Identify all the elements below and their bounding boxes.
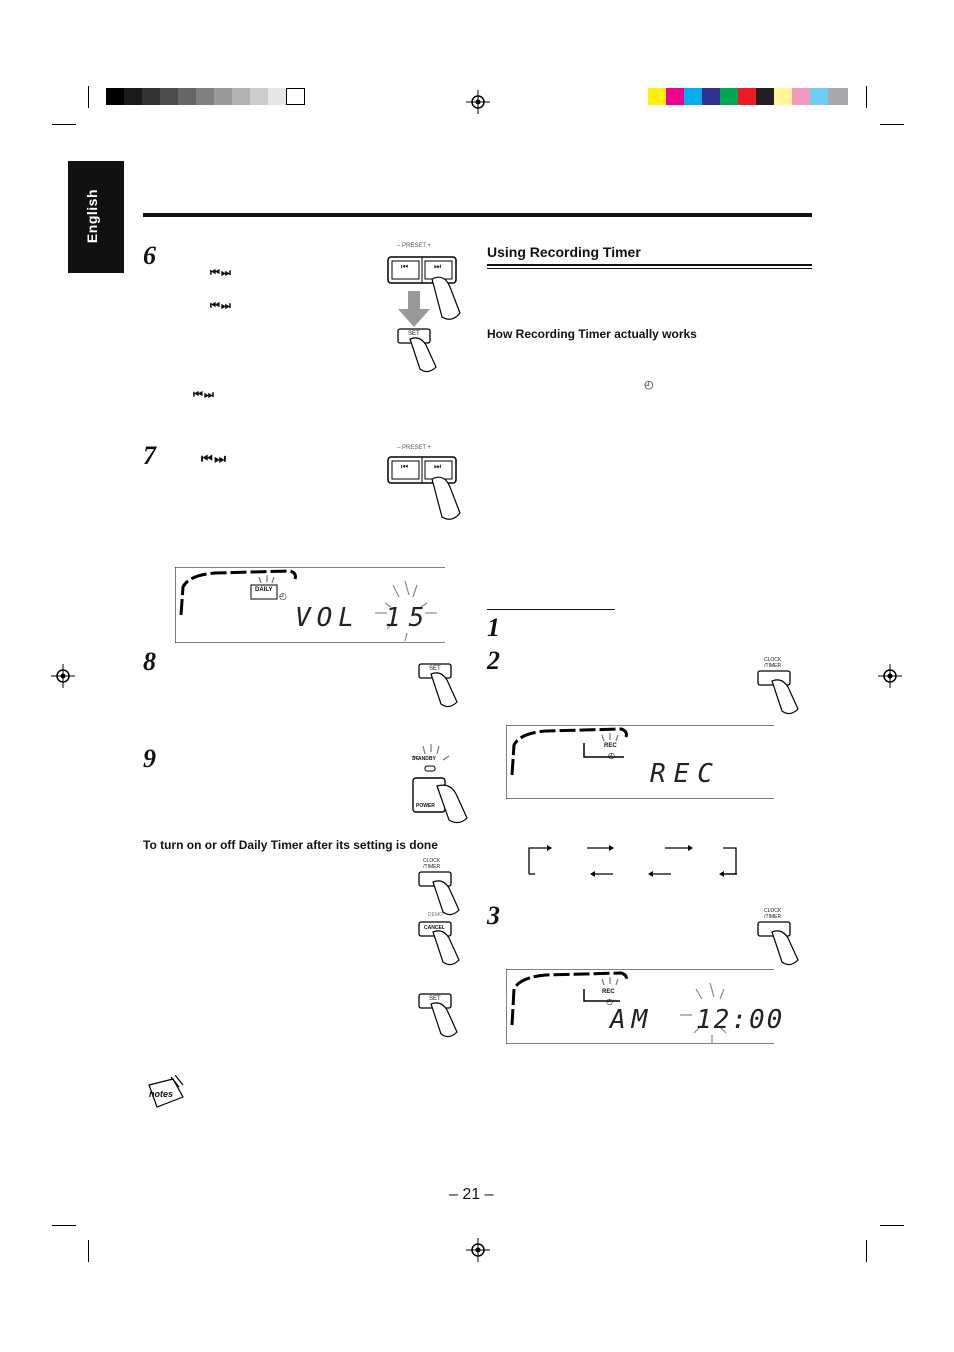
rec-indicator: REC — [602, 989, 615, 995]
step-9-number: 9 — [143, 744, 156, 773]
cancel-label: CANCEL — [424, 925, 445, 931]
clock-icon: ◴ — [644, 379, 654, 391]
step-r3-number: 3 — [487, 901, 500, 930]
clock-timer-button-illustration — [752, 906, 812, 966]
prev-next-glyph: ⏮ ⏭ — [193, 389, 213, 401]
clock-timer-label: CLOCK /TIMER — [423, 858, 441, 870]
clock-icon: ◴ — [606, 997, 613, 1006]
prev-next-glyph: ⏮ ⏭ — [210, 300, 230, 312]
rec-indicator: REC — [604, 743, 617, 749]
prev-next-glyph: ⏮ ⏭ — [210, 267, 230, 279]
lcd-text: AM — [610, 1005, 654, 1035]
cancel-button-illustration — [415, 912, 475, 968]
step-6-number: 6 — [143, 241, 156, 270]
notes-label: notes — [149, 1089, 174, 1099]
daily-timer-toggle-heading: To turn on or off Daily Timer after its setting is done — [143, 838, 438, 852]
language-label: English — [84, 189, 100, 244]
next-icon: ⏭ — [434, 462, 442, 471]
registration-target-icon — [878, 664, 902, 688]
step-7-number: 7 — [143, 441, 156, 470]
demo-label: DEMO — [428, 912, 443, 918]
set-label: SET — [429, 666, 441, 672]
lcd-value: 15 — [385, 603, 433, 633]
prev-next-glyph: ⏮ ⏭ — [201, 451, 226, 466]
preset-label: – PRESET + — [397, 445, 432, 451]
language-tab — [68, 161, 124, 273]
lcd-text: REC — [650, 759, 721, 789]
lcd-display-rec — [506, 725, 774, 799]
clock-icon: ◴ — [608, 751, 615, 760]
heading-rule — [487, 264, 812, 266]
lcd-text: VOL — [295, 603, 360, 633]
step-r2-number: 2 — [487, 646, 500, 675]
registration-target-icon — [51, 664, 75, 688]
clock-timer-button-illustration — [415, 856, 475, 916]
daily-indicator: DAILY — [255, 587, 273, 593]
preset-set-illustration — [380, 243, 470, 373]
set-label: SET — [408, 331, 420, 337]
preset-label: – PRESET + — [397, 243, 432, 249]
notes-icon — [145, 1075, 189, 1109]
lcd-display-daily-volume — [175, 567, 445, 643]
next-icon: ⏭ — [434, 262, 442, 271]
recording-timer-heading: Using Recording Timer — [487, 244, 641, 260]
prev-icon: ⏮ — [401, 462, 409, 471]
clock-icon: ◴ — [279, 591, 287, 601]
power-label: POWER — [416, 803, 435, 809]
clock-timer-label: CLOCK /TIMER — [764, 908, 782, 920]
step-8-number: 8 — [143, 647, 156, 676]
step-r1-number: 1 — [487, 613, 500, 642]
preset-illustration — [380, 443, 470, 523]
lcd-display-rec-time — [506, 969, 785, 1044]
set-label: SET — [429, 996, 441, 1002]
clock-timer-label: CLOCK /TIMER — [764, 657, 782, 669]
timer-cycle-diagram — [525, 844, 740, 878]
power-button-illustration — [405, 742, 475, 824]
clock-timer-button-illustration — [752, 655, 812, 715]
how-it-works-subheading: How Recording Timer actually works — [487, 327, 697, 341]
set-button-illustration — [415, 660, 475, 710]
prev-icon: ⏮ — [401, 262, 409, 271]
header-rule — [143, 213, 812, 217]
registration-target-icon — [466, 1238, 490, 1262]
lcd-value: 12:00 — [696, 1005, 785, 1035]
section-rule — [487, 609, 615, 610]
set-button-illustration — [415, 990, 475, 1042]
standby-label: STANDBY — [412, 756, 436, 762]
heading-rule — [487, 268, 812, 269]
page-number: – 21 – — [449, 1186, 494, 1203]
registration-target-icon — [466, 90, 490, 114]
